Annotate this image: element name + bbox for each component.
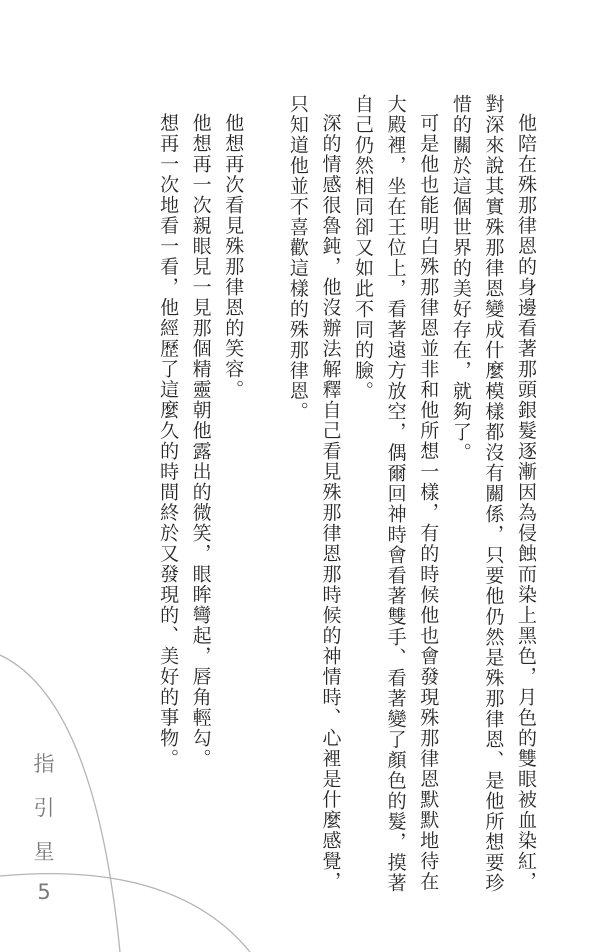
vertical-body-text [151,94,542,894]
paragraph-3: 深的情感很魯鈍，他沒辦法解釋自己看見殊那律恩那時候的神情時、心裡是什麼感覺，只知道他並不喜歡這樣的殊那律恩。 [286,94,342,892]
paragraph-1: 他陪在殊那律恩的身邊看著那頭銀髮逐漸因為侵蝕而染上黑色，月色的雙眼被血染紅，對深來說其實殊那律恩變成什麼模樣都沒有關係，只要他仍然是殊那律恩、是他所想要珍惜的關於這個世界的美好存在，就夠了。 [449,94,537,894]
outer-arc [0,655,120,952]
page-number: 5 [37,880,51,904]
book-title-char-1: 指 [33,752,55,776]
paragraph-2: 可是他也能明白殊那律恩並非和他所想一樣，有的時候他也會發現殊那律恩默默地待在大殿裡，坐在王位上，看著遠方放空，偶爾回神時會看著雙手、看著變了顏色的髮，摸著自己仍然相同卻又如此不同的臉。 [352,94,440,894]
paragraph-4: 他想再次看見殊那律恩的笑容。 [222,113,245,400]
book-title-char-2: 引 [33,796,55,820]
paragraph-5: 他想再一次親眼見一見那個精靈朝他露出的微笑，眼眸彎起，唇角輕勾。 [189,113,212,769]
paragraph-6: 想再一次地看一看，他經歷了這麼久的時間終於又發現的、美好的事物。 [157,113,180,769]
book-title-char-3: 星 [33,840,55,864]
book-title [28,742,60,874]
